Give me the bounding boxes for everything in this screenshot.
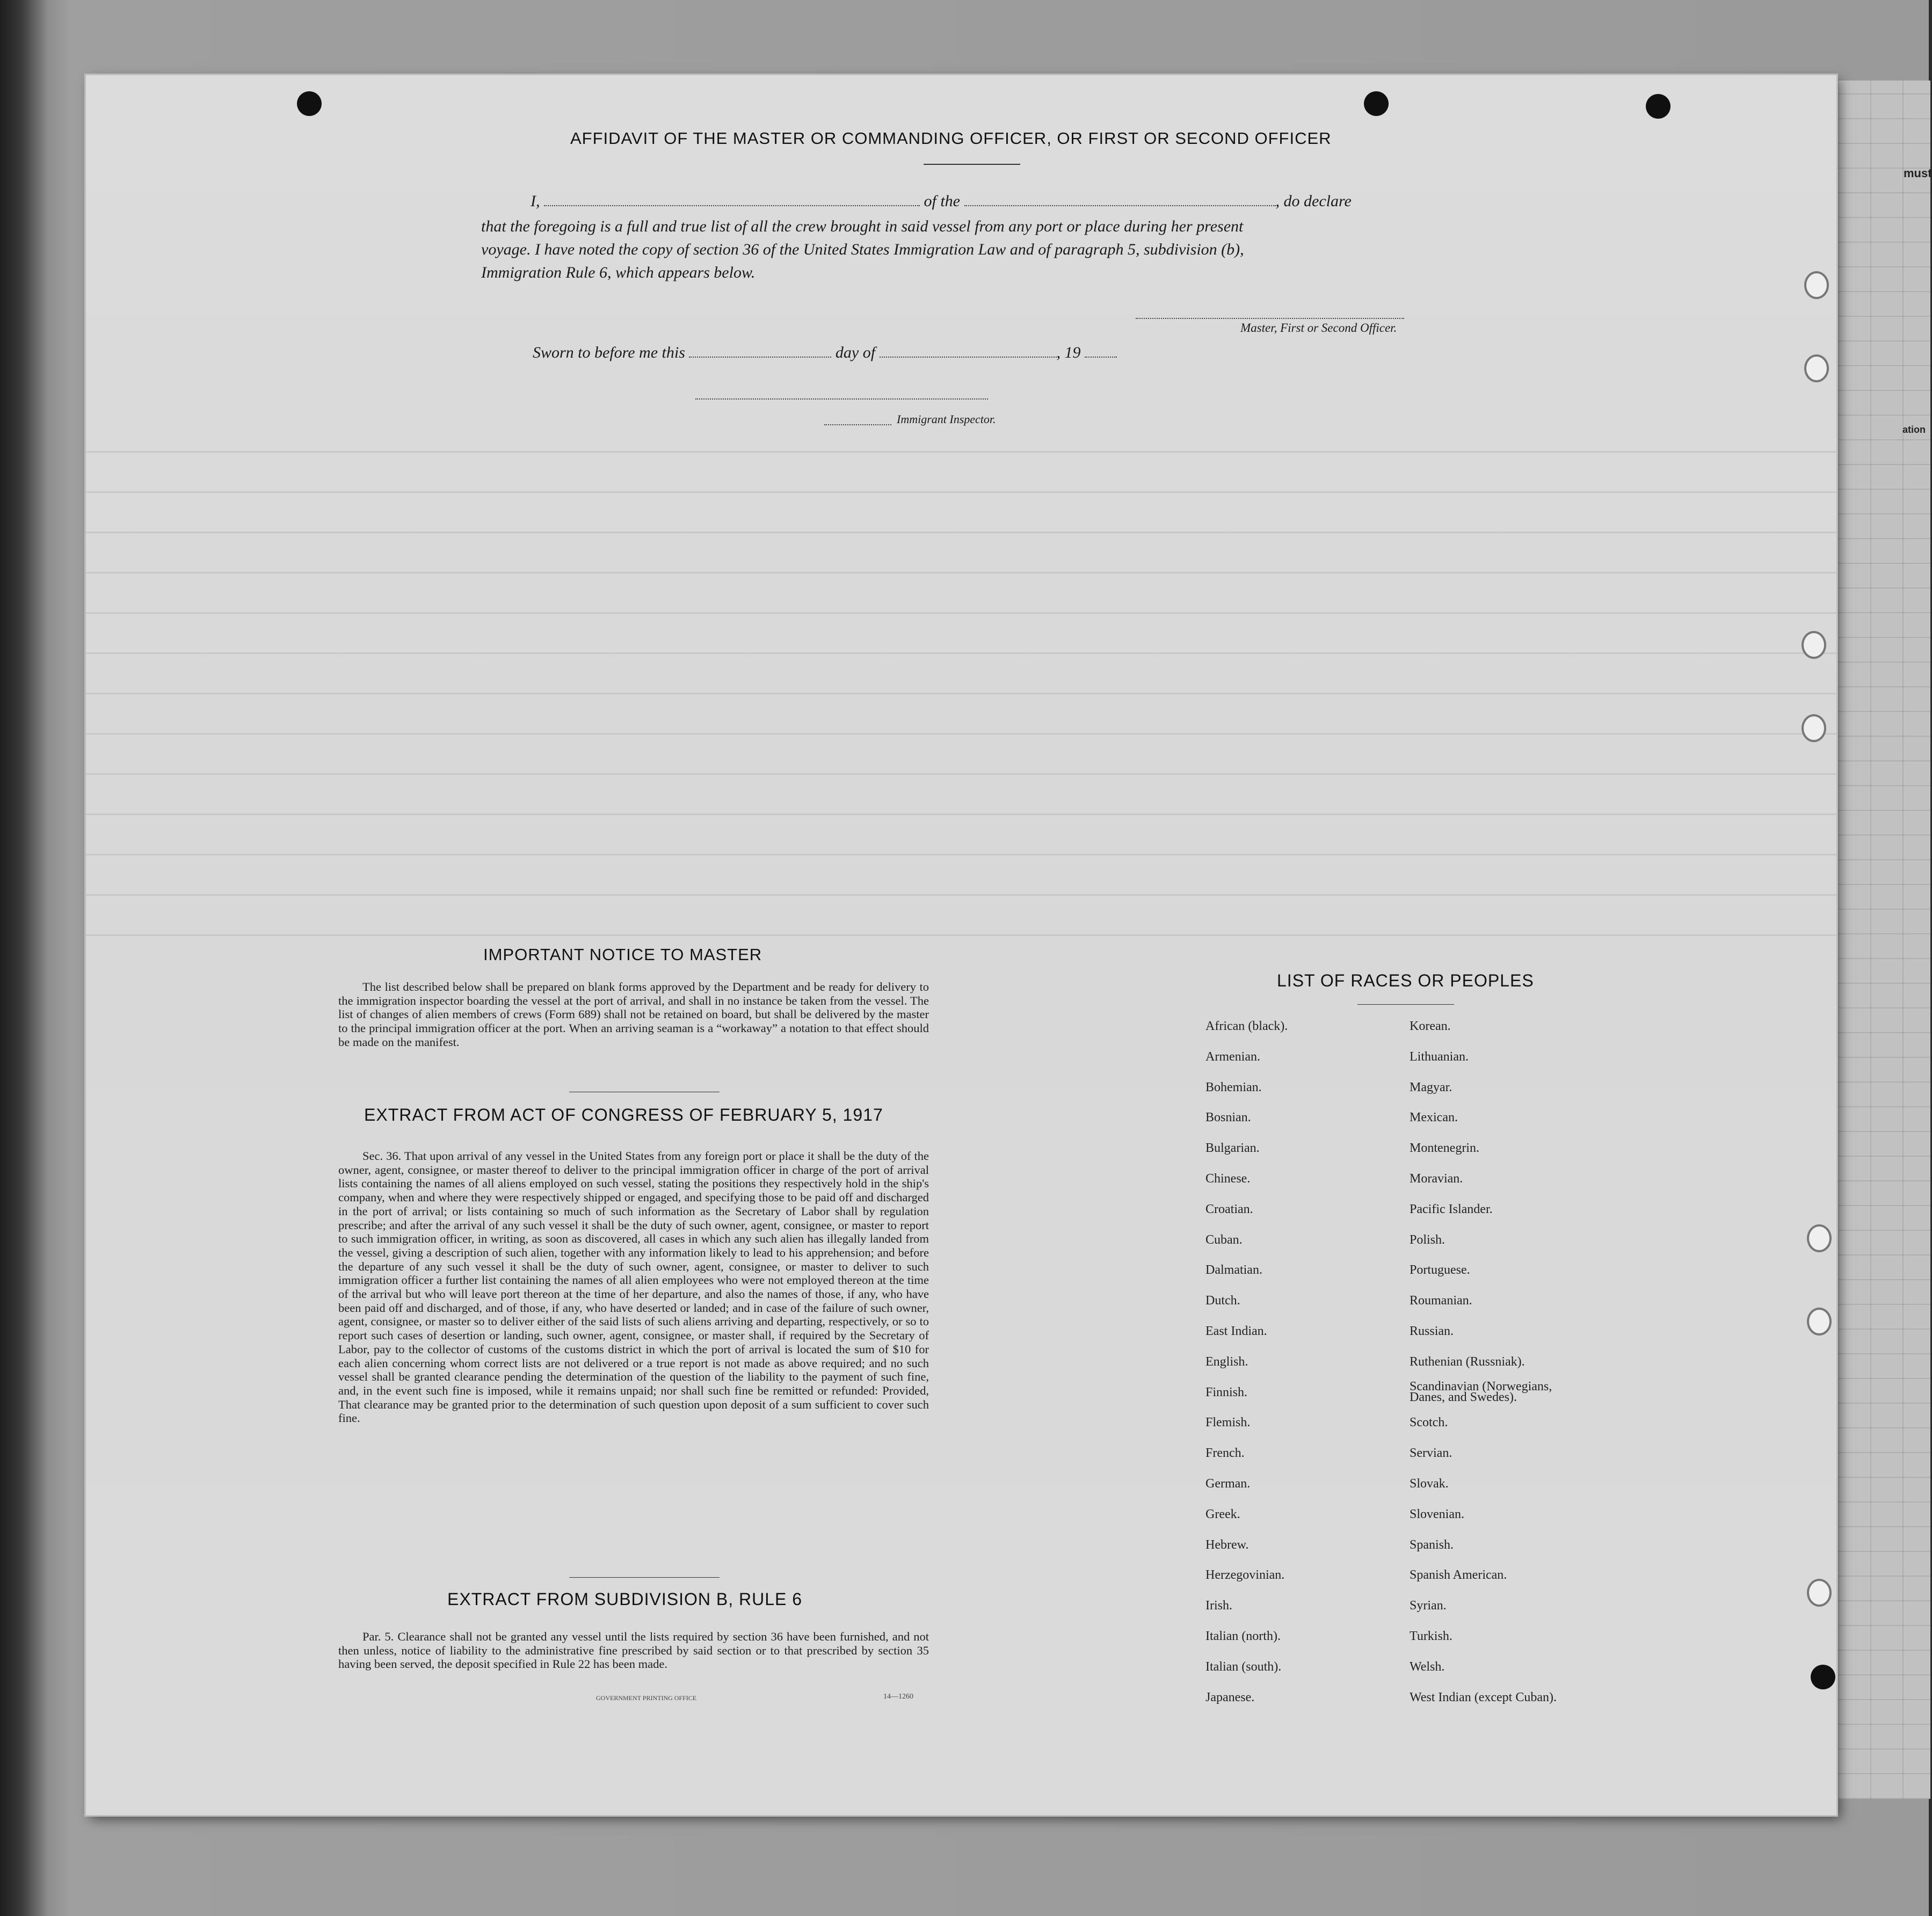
section-rule	[569, 1577, 720, 1578]
race-item: African (black).	[1205, 1019, 1288, 1033]
races-rule	[1357, 1004, 1454, 1005]
punch-hole	[1364, 91, 1389, 116]
sworn-year: 19	[1064, 344, 1081, 361]
race-item: Bohemian.	[1205, 1080, 1262, 1094]
inspector-name-blank	[824, 424, 891, 425]
inspector-label: Immigrant Inspector.	[897, 412, 996, 426]
race-item: French.	[1205, 1446, 1245, 1461]
sworn-prefix: Sworn to before me this	[533, 344, 685, 361]
race-item: Chinese.	[1205, 1172, 1251, 1186]
race-item: Italian (south).	[1205, 1659, 1282, 1674]
sworn-day-of: day of	[835, 344, 876, 361]
race-item: Portuguese.	[1410, 1263, 1470, 1278]
day-blank	[689, 346, 831, 358]
race-item: Bulgarian.	[1205, 1141, 1260, 1156]
race-item: Greek.	[1205, 1507, 1240, 1521]
signature-blank	[1136, 318, 1404, 319]
rule-heading: EXTRACT FROM SUBDIVISION B, RULE 6	[447, 1590, 803, 1609]
affidavit-line-2: that the foregoing is a full and true list of all the crew brought in said vessel from any port or place during her present	[481, 217, 1244, 235]
punch-hole	[1811, 1665, 1835, 1689]
affidavit-line-3: voyage. I have noted the copy of section 36 of the United States Immigration Law and of paragraph 5, subdivision (b),	[481, 241, 1244, 258]
race-item: Moravian.	[1410, 1172, 1463, 1186]
ring-hole	[1802, 714, 1826, 742]
ring-hole	[1807, 1224, 1832, 1252]
act-body: Sec. 36. That upon arrival of any vessel in the United States from any foreign port or place it shall be the duty of the owner, agent, consignee, or master thereof to deliver to the principal immigration officer in charge of the port of arrival lists containing the names of all aliens employed on such vessel, stating the positions they respectively hold in the ship's company, when and where they were respectively shipped or engaged, and specifying those to be paid off and discharged in the port of arrival; or lists containing so much of such information as the Secretary of Labor shall by regulation prescribe; and after the arrival of any such vessel it shall be the duty of such owner, agent, consignee, or master to report to such immigration officer, in writing, as soon as discovered, all cases in which any such alien has illegally landed from the vessel, giving a description of such alien, together with any information likely to lead to his apprehension; and before the departure of any such vessel it shall be the duty of such owner, agent, consignee, or master to deliver to such immigration officer a further list containing the names of all alien employees who were not employed thereon at the time of the arrival but who will leave port thereon at the time of her departure, and also the names of those, if any, who have been paid off and discharged, and of those, if any, who have deserted or landed; and in case of the failure of such owner, agent, consignee, or master so to deliver either of the said lists of such aliens arriving and departing, respectively, or so to report such cases of desertion or landing, such owner, agent, consignee, or master shall, if required by the Secretary of Labor, pay to the collector of customs of the customs district in which the port of arrival is located the sum of $10 for each alien concerning whom correct lists are not delivered or a true report is not made as above required; and no such vessel shall be granted clearance pending the determination of the question of the liability to the payment of such fine, and, in the event such fine is imposed, while it remains unpaid; nor shall such fine be remitted or refunded: Provided, That clearance may be granted prior to the determination of such question upon deposit of a sum sufficient to cover such fine.	[338, 1149, 929, 1425]
race-item: Welsh.	[1410, 1659, 1445, 1674]
affidavit-line-4: Immigration Rule 6, which appears below.	[481, 264, 756, 281]
ring-hole	[1807, 1579, 1832, 1607]
race-item: Croatian.	[1205, 1202, 1253, 1216]
affidavit-heading: AFFIDAVIT OF THE MASTER OR COMMANDING OFFICER, OR FIRST OR SECOND OFFICER	[570, 129, 1332, 148]
race-item: Russian.	[1410, 1324, 1454, 1338]
race-item: Flemish.	[1205, 1416, 1251, 1430]
manifest-reverse-page	[86, 75, 1836, 1815]
race-item: West Indian (except Cuban).	[1410, 1690, 1557, 1704]
race-item: English.	[1205, 1354, 1248, 1369]
race-item: Scotch.	[1410, 1416, 1448, 1430]
race-item: East Indian.	[1205, 1324, 1267, 1338]
heading-rule	[924, 164, 1020, 165]
year-blank	[1085, 346, 1117, 358]
race-item: Dutch.	[1205, 1294, 1240, 1308]
act-heading: EXTRACT FROM ACT OF CONGRESS OF FEBRUARY 5, 1917	[364, 1105, 883, 1124]
signature-label: Master, First or Second Officer.	[1240, 321, 1397, 335]
back-sheet-word-mid: ation	[1902, 424, 1926, 435]
race-item: Japanese.	[1205, 1690, 1255, 1704]
back-sheet-word-top: must	[1904, 166, 1932, 180]
punch-hole	[297, 91, 322, 116]
rule-body: Par. 5. Clearance shall not be granted any vessel until the lists required by section 36 have been furnished, and not then unless, notice of liability to the administrative fine prescribed by said section or to that prescribed by section 35 having been served, the deposit specified in Rule 22 has been made.	[338, 1630, 929, 1671]
sworn-line: Sworn to before me this day of , 19	[533, 344, 1117, 362]
name-blank	[544, 194, 920, 206]
back-sheet	[1836, 81, 1930, 1799]
races-heading: LIST OF RACES OR PEOPLES	[1277, 971, 1534, 990]
race-item: Ruthenian (Russniak).	[1410, 1354, 1525, 1369]
race-item: Bosnian.	[1205, 1111, 1251, 1125]
race-item: Servian.	[1410, 1446, 1452, 1461]
race-item: Cuban.	[1205, 1232, 1243, 1247]
ring-hole	[1804, 271, 1829, 299]
printing-office-imprint: GOVERNMENT PRINTING OFFICE	[596, 1694, 697, 1702]
ring-hole	[1802, 631, 1826, 659]
race-item: Scandinavian (Norwegians, Danes, and Swedes).	[1410, 1379, 1552, 1404]
ring-hole	[1807, 1308, 1832, 1336]
race-item: Pacific Islander.	[1410, 1202, 1493, 1216]
race-item: Montenegrin.	[1410, 1141, 1479, 1156]
notice-heading: IMPORTANT NOTICE TO MASTER	[483, 945, 762, 964]
race-item: Polish.	[1410, 1232, 1446, 1247]
race-item: Italian (north).	[1205, 1629, 1281, 1643]
race-item: Herzegovinian.	[1205, 1568, 1285, 1583]
race-item: Korean.	[1410, 1019, 1451, 1033]
affidavit-of-the: of the	[924, 192, 960, 210]
race-item: German.	[1205, 1477, 1251, 1491]
race-item: Hebrew.	[1205, 1537, 1249, 1552]
form-number: 14—1260	[883, 1693, 913, 1701]
affidavit-declare: do declare	[1283, 192, 1352, 210]
race-item: Turkish.	[1410, 1629, 1452, 1643]
race-item: Spanish American.	[1410, 1568, 1507, 1583]
punch-hole	[1646, 94, 1670, 119]
race-item: Dalmatian.	[1205, 1263, 1262, 1278]
race-item: Slovak.	[1410, 1477, 1449, 1491]
race-item: Finnish.	[1205, 1385, 1248, 1399]
race-item: Syrian.	[1410, 1599, 1447, 1613]
race-item: Spanish.	[1410, 1537, 1454, 1552]
notice-body: The list described below shall be prepared on blank forms approved by the Department and be ready for delivery to the immigration inspector boarding the vessel at the port of arrival, and shall in no instance be taken from the vessel. The list of changes of alien members of crews (Form 689) shall not be retained on board, but shall be delivered by the master to the principal immigration officer at the port. When an arriving seaman is a “workaway” a notation to that effect should be made on the manifest.	[338, 980, 929, 1049]
affidavit-line-1: I, of the , do declare	[531, 192, 1352, 210]
race-item: Lithuanian.	[1410, 1049, 1469, 1064]
race-item: Magyar.	[1410, 1080, 1452, 1094]
race-item: Armenian.	[1205, 1049, 1260, 1064]
race-item: Roumanian.	[1410, 1294, 1472, 1308]
race-item: Mexican.	[1410, 1111, 1458, 1125]
vessel-blank	[964, 194, 1276, 206]
month-blank	[880, 346, 1057, 358]
ring-hole	[1804, 354, 1829, 382]
inspector-signature-blank	[695, 398, 988, 400]
race-item: Irish.	[1205, 1599, 1232, 1613]
race-item: Slovenian.	[1410, 1507, 1464, 1521]
affidavit-i: I,	[531, 192, 540, 210]
